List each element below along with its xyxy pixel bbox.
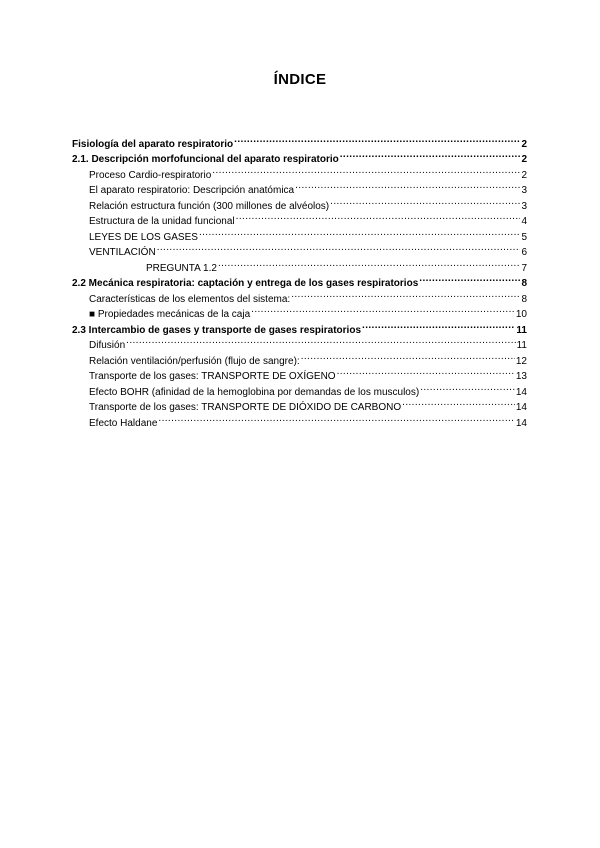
toc-entry-text: ■ Propiedades mecánicas de la caja xyxy=(89,309,251,320)
toc-entry-text: Fisiología del aparato respiratorio xyxy=(72,138,234,150)
toc-entry-text: Relación estructura función (300 millones de alvéolos) xyxy=(89,200,330,212)
toc-dot-leader xyxy=(419,271,520,287)
toc-entry-text: Estructura de la unidad funcional xyxy=(89,216,235,227)
toc-dot-leader xyxy=(158,410,514,426)
toc-page-number: 2 xyxy=(521,154,527,165)
toc-dot-leader xyxy=(295,178,520,194)
toc-dot-leader xyxy=(157,240,521,256)
toc-entry[interactable] xyxy=(72,348,527,367)
toc-dot-leader xyxy=(126,333,515,349)
toc-page-number: 6 xyxy=(521,247,527,258)
page-title: ÍNDICE xyxy=(273,71,327,88)
toc-dot-leader xyxy=(234,131,520,147)
toc-page-number: 2 xyxy=(521,169,527,181)
toc-entry-text: Relación ventilación/perfusión (flujo de sangre): xyxy=(89,355,300,367)
toc-page-number: 2 xyxy=(521,138,527,150)
toc-entry-text: Difusión xyxy=(89,340,126,351)
toc-page-number: 7 xyxy=(521,262,527,274)
toc-page-number: 14 xyxy=(515,402,527,413)
toc-entry-text: Transporte de los gases: TRANSPORTE DE OXÍGENO xyxy=(89,371,336,382)
toc-page-number: 14 xyxy=(515,386,527,398)
toc-entry-text: 2.1. Descripción morfofuncional del aparato respiratorio xyxy=(72,154,339,165)
toc-entry-text: Efecto BOHR (afinidad de la hemoglobina por demandas de los musculos) xyxy=(89,386,420,398)
toc-page-number: 11 xyxy=(516,340,527,351)
toc-dot-leader xyxy=(236,209,521,225)
toc-dot-leader xyxy=(301,348,515,364)
toc-entry-text: Proceso Cardio-respiratorio xyxy=(89,169,212,181)
toc-dot-leader xyxy=(199,224,521,240)
toc-page-number: 4 xyxy=(521,216,527,227)
toc-dot-leader xyxy=(251,302,515,318)
toc-page-number: 12 xyxy=(515,355,527,367)
toc-dot-leader xyxy=(337,364,515,380)
toc-page-number: 3 xyxy=(521,185,527,196)
toc-dot-leader xyxy=(291,286,520,302)
toc-page-number: 14 xyxy=(515,417,527,429)
toc-entry[interactable] xyxy=(72,271,527,287)
toc-entry-text: PREGUNTA 1.2 xyxy=(146,262,217,274)
table-of-contents xyxy=(72,131,527,429)
toc-entry[interactable] xyxy=(72,131,527,150)
toc-page-number: 10 xyxy=(515,309,527,320)
toc-entry[interactable] xyxy=(72,333,527,349)
toc-entry-text: Efecto Haldane xyxy=(89,417,158,429)
toc-entry-text: Características de los elementos del sistema: xyxy=(89,293,291,305)
toc-page-number: 3 xyxy=(521,200,527,212)
toc-page-number: 8 xyxy=(521,293,527,305)
toc-page-number: 13 xyxy=(515,371,527,382)
toc-dot-leader xyxy=(402,395,515,411)
toc-entry-text: 2.2 Mecánica respiratoria: captación y entrega de los gases respiratorios xyxy=(72,278,419,289)
toc-dot-leader xyxy=(212,162,520,178)
toc-dot-leader xyxy=(218,255,520,271)
toc-entry-text: Transporte de los gases: TRANSPORTE DE DIÓXIDO DE CARBONO xyxy=(89,402,402,413)
toc-page-number: 11 xyxy=(516,324,527,336)
toc-dot-leader xyxy=(330,193,520,209)
toc-dot-leader xyxy=(340,147,521,163)
toc-entry-text: VENTILACIÓN xyxy=(89,247,156,258)
toc-dot-leader xyxy=(420,379,515,395)
toc-entry-text: LEYES DE LOS GASES xyxy=(89,231,198,243)
toc-entry-text: El aparato respiratorio: Descripción anatómica xyxy=(89,185,295,196)
toc-page-number: 8 xyxy=(521,278,527,289)
toc-page-number: 5 xyxy=(521,231,527,243)
toc-dot-leader xyxy=(362,317,515,333)
toc-entry-text: 2.3 Intercambio de gases y transporte de gases respiratorios xyxy=(72,324,362,336)
